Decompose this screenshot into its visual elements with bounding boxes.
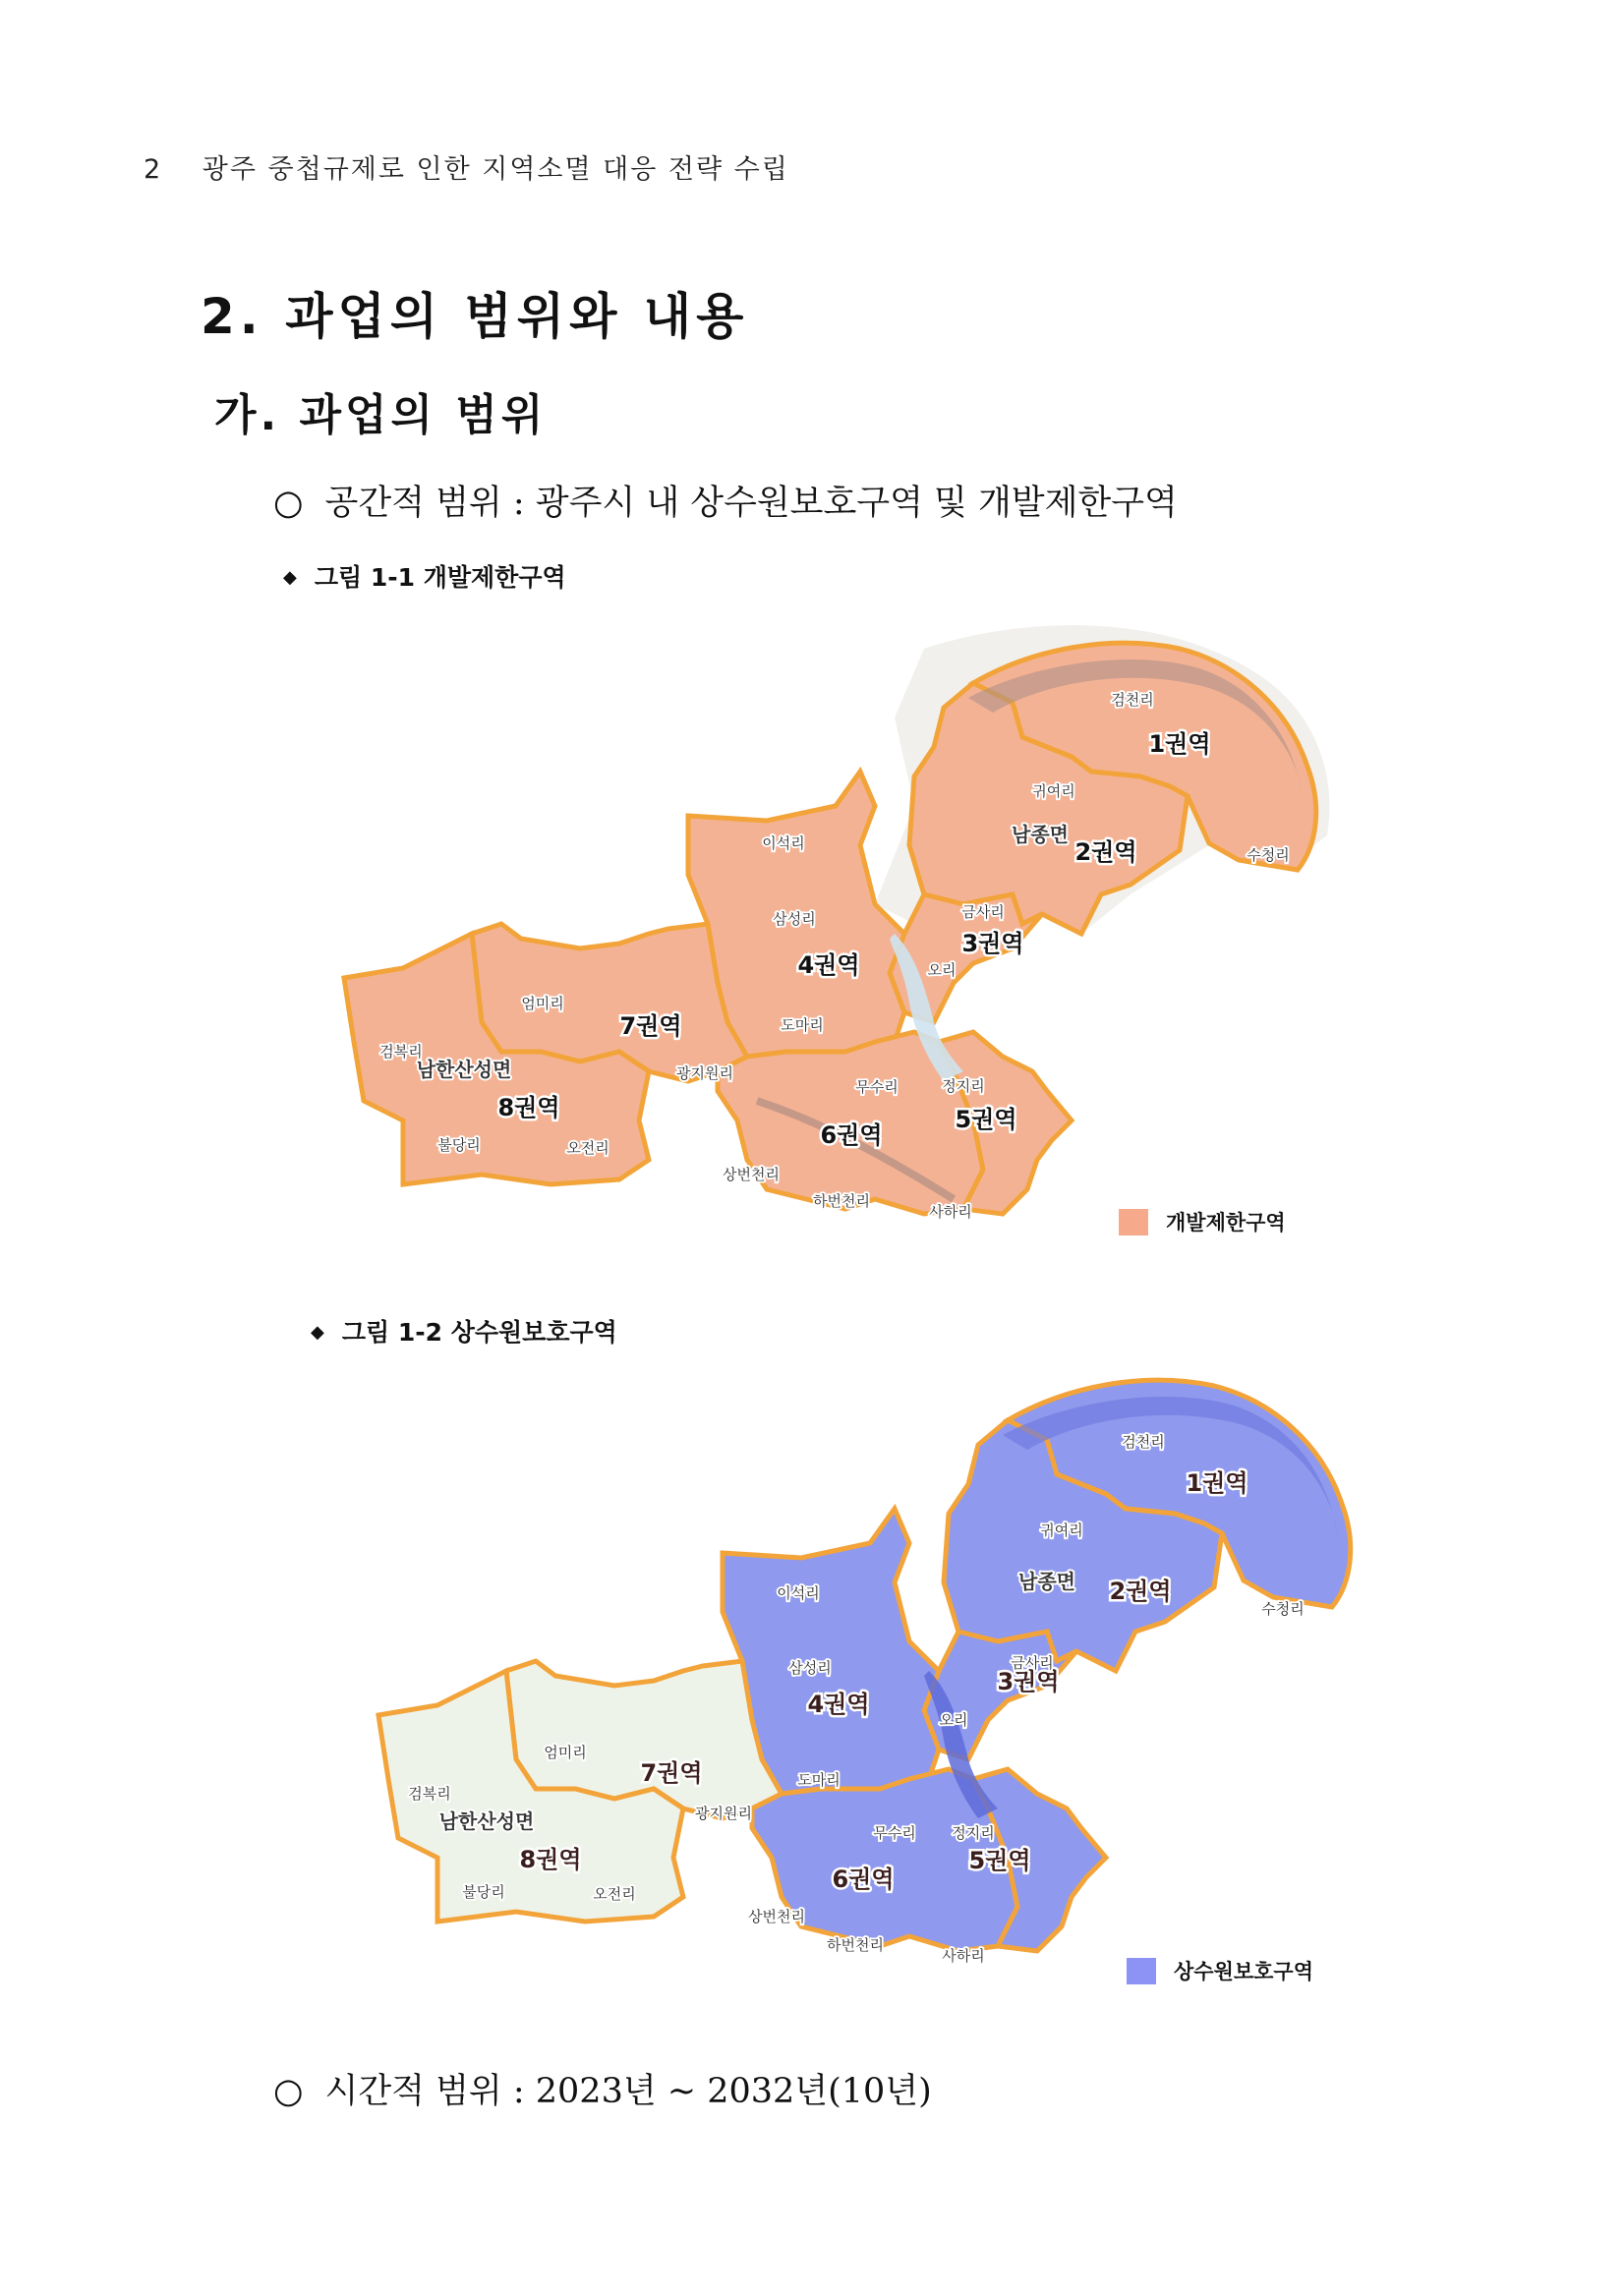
place-label: 상번천리 [723,1166,780,1183]
place-label: 검복리 [408,1785,451,1803]
place-label: 귀여리 [1040,1521,1083,1539]
place-label: 금사리 [1011,1654,1054,1672]
zone-label-8: 8권역 [519,1846,582,1873]
place-label: 도마리 [781,1016,824,1034]
zone-label-7: 7권역 [640,1759,703,1787]
circle-bullet-icon: ○ [273,2072,304,2111]
zone-label-2: 2권역 [1074,838,1137,866]
zone-label-2: 2권역 [1109,1578,1172,1605]
zone-label-1: 1권역 [1186,1469,1248,1497]
temporal-scope-bullet [273,2064,932,2113]
place-label: 삼성리 [773,910,816,928]
figure1-caption [283,558,566,594]
figure2-caption [311,1313,617,1349]
place-label: 정지리 [952,1824,995,1842]
spatial-scope-bullet [273,476,1178,525]
place-label: 엄미리 [521,995,564,1012]
running-header [144,147,789,186]
zone-label-6: 6권역 [832,1866,895,1893]
zone-label-3: 3권역 [961,930,1024,957]
page-number: 2 [144,154,163,185]
place-label: 오전리 [593,1885,636,1903]
zone-label-7: 7권역 [619,1012,682,1040]
place-label: 무수리 [855,1078,899,1096]
place-label-major: 남종면 [1012,823,1069,846]
place-label: 귀여리 [1032,782,1075,800]
place-label: 불당리 [462,1883,505,1901]
place-label: 불당리 [437,1136,481,1154]
place-label: 상번천리 [748,1908,805,1925]
place-label: 사하리 [929,1203,972,1221]
figure1-legend [1119,1207,1286,1236]
place-label: 검천리 [1111,691,1154,709]
place-label: 검천리 [1122,1433,1165,1451]
section-title: 2. 과업의 범위와 내용 [201,288,749,345]
place-label: 무수리 [873,1824,916,1842]
place-label-major: 남한산성면 [416,1058,512,1081]
spatial-scope-text: 공간적 범위 : 광주시 내 상수원보호구역 및 개발제한구역 [324,484,1178,523]
zone-label-5: 5권역 [955,1106,1017,1133]
place-label: 광지원리 [695,1805,752,1822]
water-protection-map [354,1366,1396,2005]
subsection-title: 가. 과업의 범위 [214,390,548,440]
place-label: 수청리 [1247,846,1290,864]
zone-label-4: 4권역 [797,951,860,979]
place-label: 삼성리 [788,1659,832,1677]
legend-swatch [1119,1209,1148,1235]
zone-label-8: 8권역 [497,1094,560,1121]
place-label: 오전리 [566,1139,609,1157]
figure2-caption-text: 그림 1-2 상수원보호구역 [341,1318,617,1347]
place-label-major: 남한산성면 [438,1809,535,1833]
zone-label-3: 3권역 [997,1668,1060,1695]
document-title: 광주 중첩규제로 인한 지역소멸 대응 전략 수립 [202,154,789,185]
development-restriction-map [324,609,1376,1258]
place-label: 하번천리 [827,1936,884,1954]
place-label: 하번천리 [813,1192,870,1210]
figure1-caption-text: 그림 1-1 개발제한구역 [314,563,566,592]
place-label: 이석리 [777,1584,820,1602]
legend-swatch [1127,1958,1156,1984]
place-label: 도마리 [797,1771,841,1789]
place-label: 이석리 [762,834,805,852]
place-label: 정지리 [942,1077,985,1095]
temporal-scope-text: 시간적 범위 : 2023년 ~ 2032년(10년) [324,2072,932,2111]
figure2-legend [1127,1956,1313,1985]
diamond-bullet-icon: ◆ [283,567,297,588]
place-label: 오리 [927,961,957,979]
place-label: 오리 [939,1711,968,1729]
place-label: 사하리 [942,1947,985,1965]
place-label: 수청리 [1261,1600,1305,1618]
zone-label-1: 1권역 [1148,730,1211,758]
diamond-bullet-icon: ◆ [311,1322,324,1343]
zone-label-6: 6권역 [820,1121,883,1149]
place-label: 광지원리 [676,1064,733,1082]
place-label: 엄미리 [544,1744,587,1761]
zone-label-5: 5권역 [968,1847,1031,1874]
place-label-major: 남종면 [1018,1570,1075,1593]
legend-label: 상수원보호구역 [1174,1960,1314,1983]
place-label: 검복리 [379,1043,423,1061]
circle-bullet-icon: ○ [273,484,304,523]
zone-label-4: 4권역 [807,1691,870,1718]
place-label: 금사리 [961,903,1005,921]
legend-label: 개발제한구역 [1166,1211,1286,1234]
